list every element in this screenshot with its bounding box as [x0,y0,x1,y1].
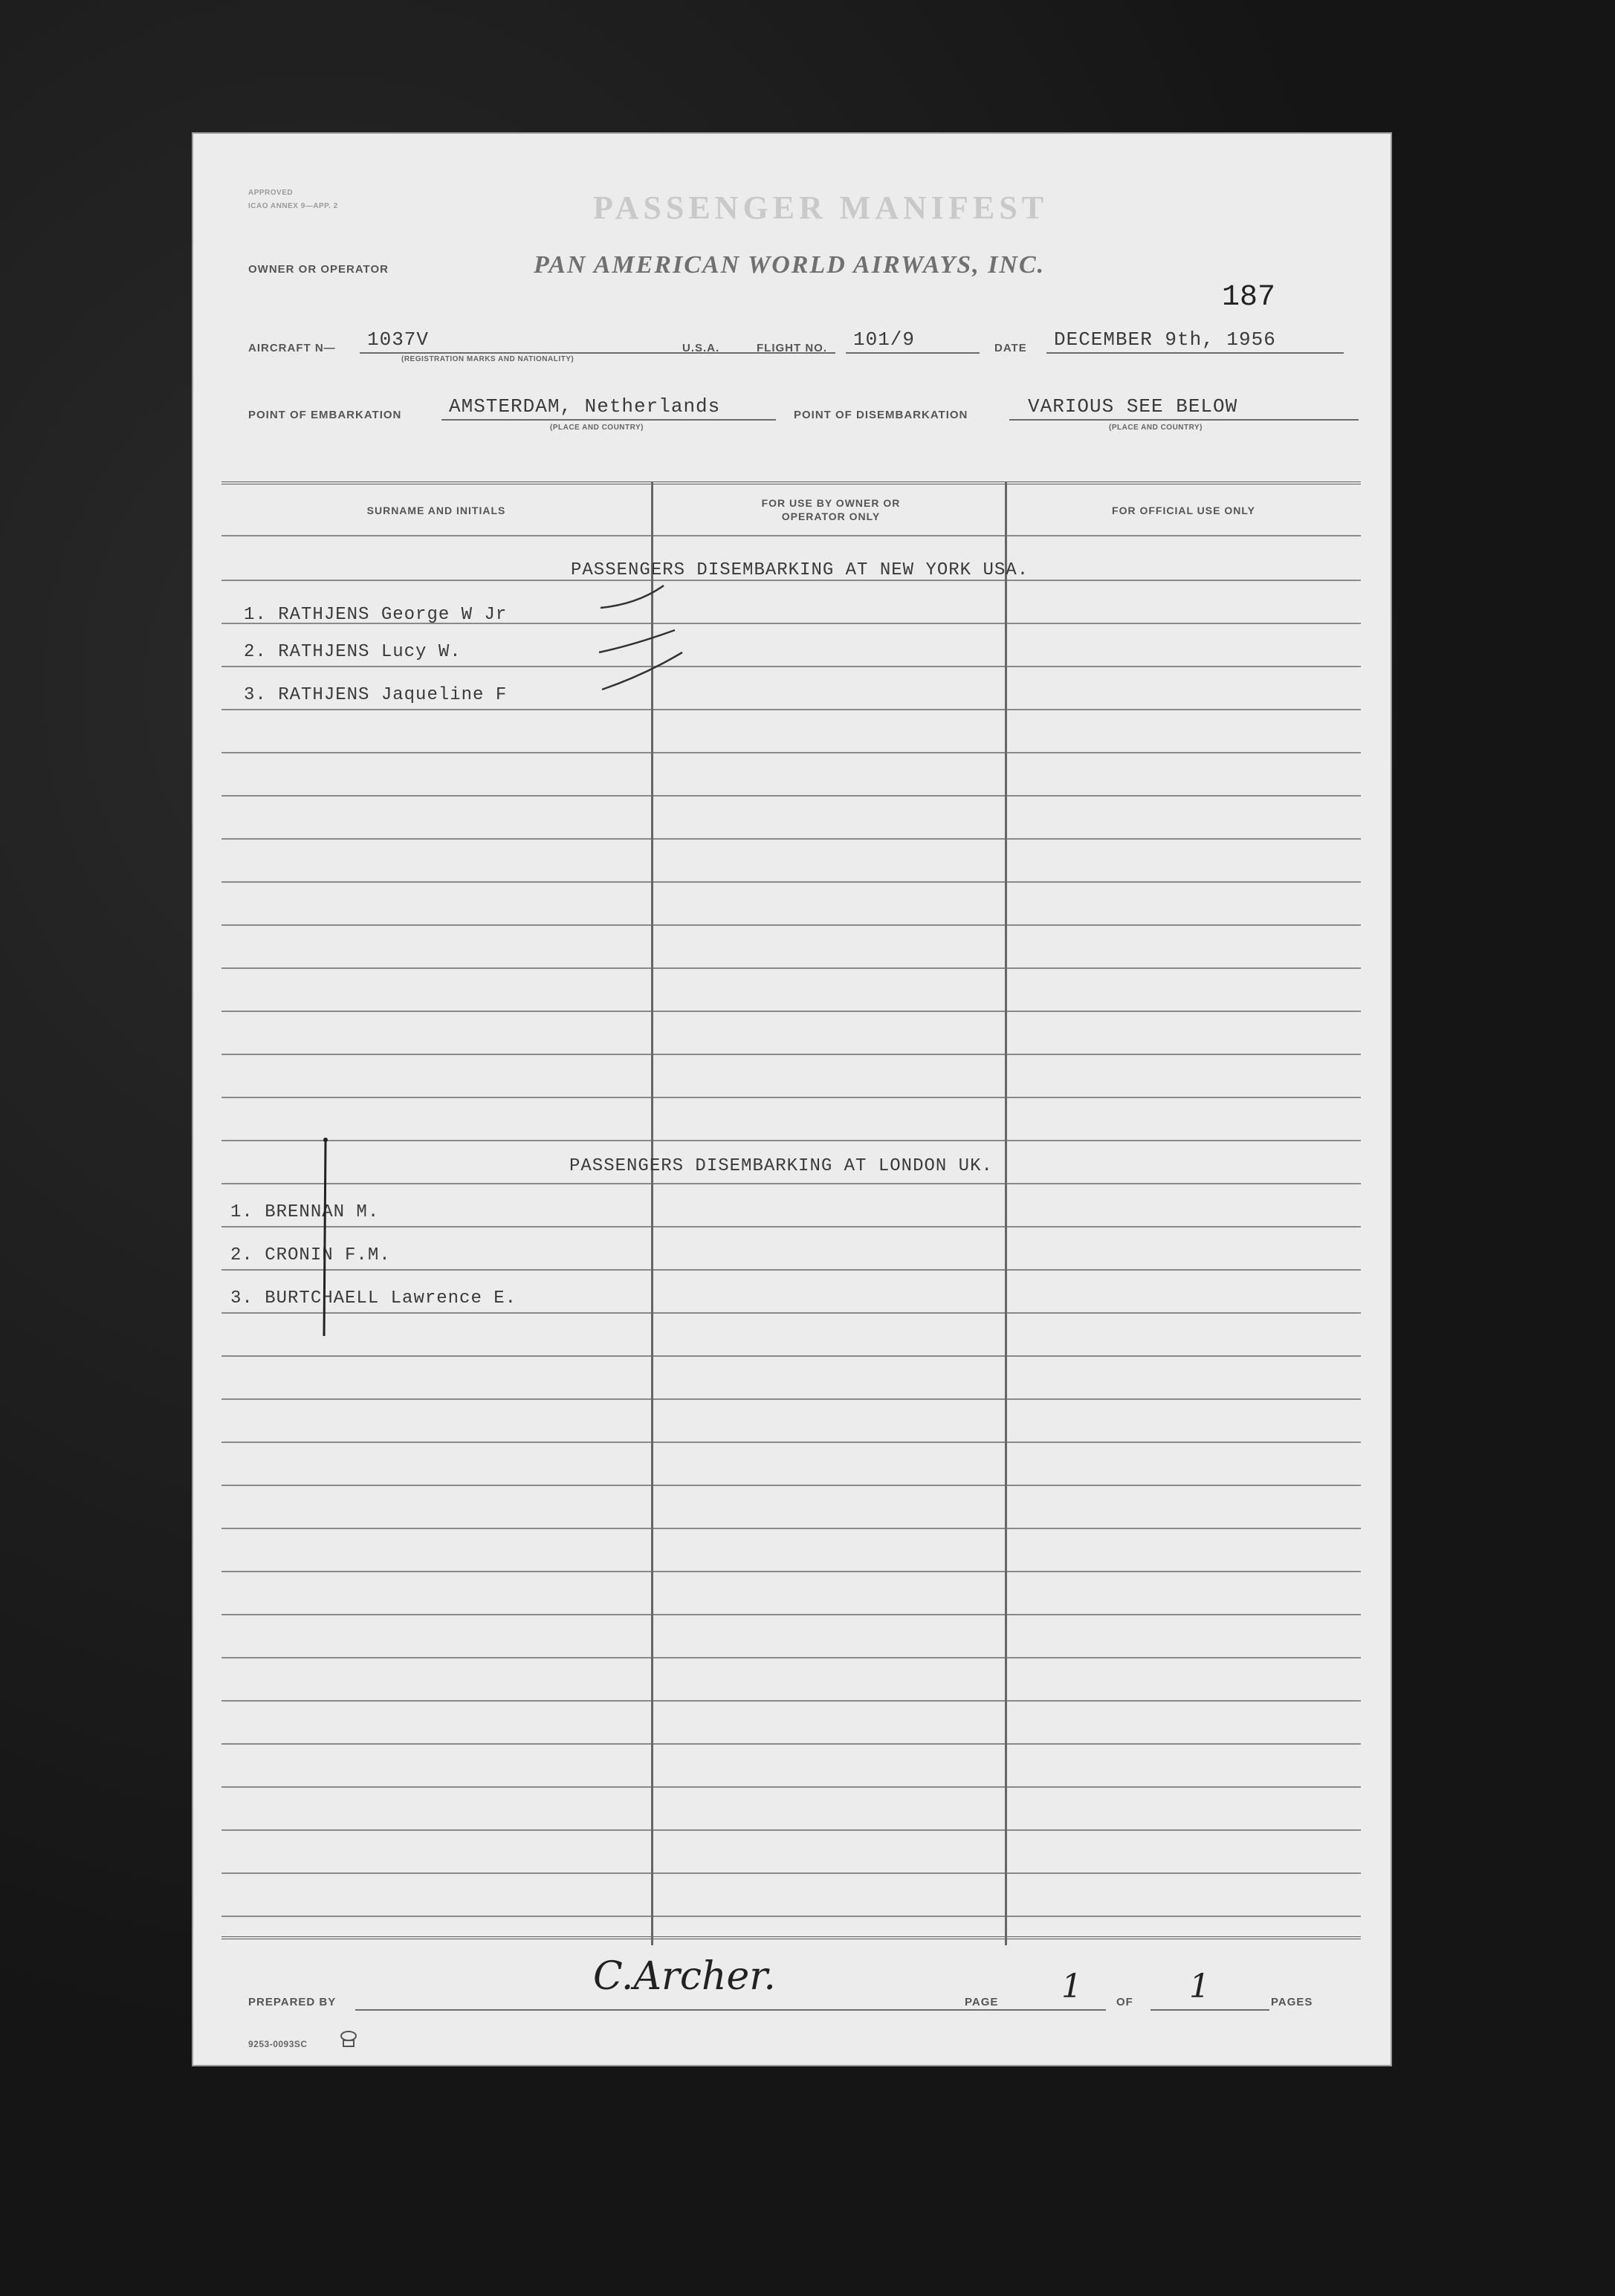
table-row-rule [221,1657,1361,1658]
table-row-rule [221,924,1361,926]
page-title: PASSENGER MANIFEST [593,189,1049,226]
table-row-rule [221,795,1361,797]
usa-label: U.S.A. [682,342,720,354]
table-row-rule [221,1571,1361,1572]
company-name: PAN AMERICAN WORLD AIRWAYS, INC. [534,251,1046,279]
date-label: DATE [994,342,1027,354]
stamp-number: 187 [1222,281,1276,314]
manifest-sheet [192,132,1392,2066]
page-label: PAGE [965,1996,999,2008]
table-row-rule [221,1312,1361,1314]
form-ref-line-2: ICAO ANNEX 9—APP. 2 [248,202,338,210]
table-row-rule [221,709,1361,710]
table-row-rule [221,1140,1361,1141]
table-row-rule [221,967,1361,969]
aircraft-label: AIRCRAFT N— [248,342,336,354]
table-row-rule [221,1872,1361,1874]
union-label-icon [339,2029,358,2051]
table-row-rule [221,1226,1361,1228]
table-row-rule [221,1183,1361,1184]
aircraft-sub: (REGISTRATION MARKS AND NATIONALITY) [401,355,575,363]
column-header-official: FOR OFFICIAL USE ONLY [1112,505,1255,516]
disembark-label: POINT OF DISEMBARKATION [794,409,968,421]
table-row-rule [221,1355,1361,1357]
table-row-rule [221,1743,1361,1745]
table-row-rule [221,752,1361,753]
table-row-rule [221,1485,1361,1486]
table-row-rule [221,1269,1361,1271]
bracket-mark [318,1135,333,1343]
passenger-london-3: 3. BURTCHAELL Lawrence E. [230,1288,517,1308]
table-row-rule [221,1398,1361,1400]
table-row-rule [221,1786,1361,1788]
owner-label: OWNER OR OPERATOR [248,263,389,276]
flight-label: FLIGHT NO. [757,342,827,354]
table-row-rule [221,838,1361,840]
passenger-ny-2: 2. RATHJENS Lucy W. [244,642,462,662]
form-code: 9253-0093SC [248,2039,308,2049]
flight-value: 101/9 [853,328,916,351]
date-value: DECEMBER 9th, 1956 [1054,328,1276,351]
table-row-rule [221,1614,1361,1615]
embark-sub: (PLACE AND COUNTRY) [550,424,644,432]
table-row-rule [221,881,1361,883]
table-row-rule [221,1916,1361,1917]
embark-value: AMSTERDAM, Netherlands [449,395,721,418]
table-row-rule [221,1011,1361,1012]
table-row-rule [221,666,1361,667]
table-row-rule [221,1528,1361,1529]
embark-label: POINT OF EMBARKATION [248,409,402,421]
passenger-london-1: 1. BRENNAN M. [230,1202,380,1222]
table-row-rule [221,1054,1361,1055]
table-row-rule [221,1442,1361,1443]
check-marks [593,578,742,727]
column-divider-2 [1005,481,1007,1945]
table-row-rule [221,1829,1361,1831]
section-heading-new-york: PASSENGERS DISEMBARKING AT NEW YORK USA. [571,560,1029,580]
aircraft-value: 1037V [367,328,430,351]
page-value: 1 [1061,1968,1082,2005]
table-row-rule [221,1097,1361,1098]
of-label: OF [1116,1996,1133,2008]
column-header-operator: FOR USE BY OWNER OR OPERATOR ONLY [761,497,901,522]
prepared-by-label: PREPARED BY [248,1996,337,2008]
table-row-rule [221,1700,1361,1702]
passenger-ny-1: 1. RATHJENS George W Jr [244,605,508,625]
section-heading-london: PASSENGERS DISEMBARKING AT LONDON UK. [569,1156,993,1176]
signature: C.Archer. [593,1954,776,1999]
form-ref-line-1: APPROVED [248,189,294,197]
pages-label: PAGES [1271,1996,1313,2008]
disembark-value: VARIOUS SEE BELOW [1028,395,1238,418]
passenger-ny-3: 3. RATHJENS Jaqueline F [244,685,508,705]
passenger-london-2: 2. CRONIN F.M. [230,1245,391,1265]
disembark-sub: (PLACE AND COUNTRY) [1109,424,1203,432]
column-header-surname: SURNAME AND INITIALS [366,505,506,516]
of-value: 1 [1189,1968,1210,2005]
